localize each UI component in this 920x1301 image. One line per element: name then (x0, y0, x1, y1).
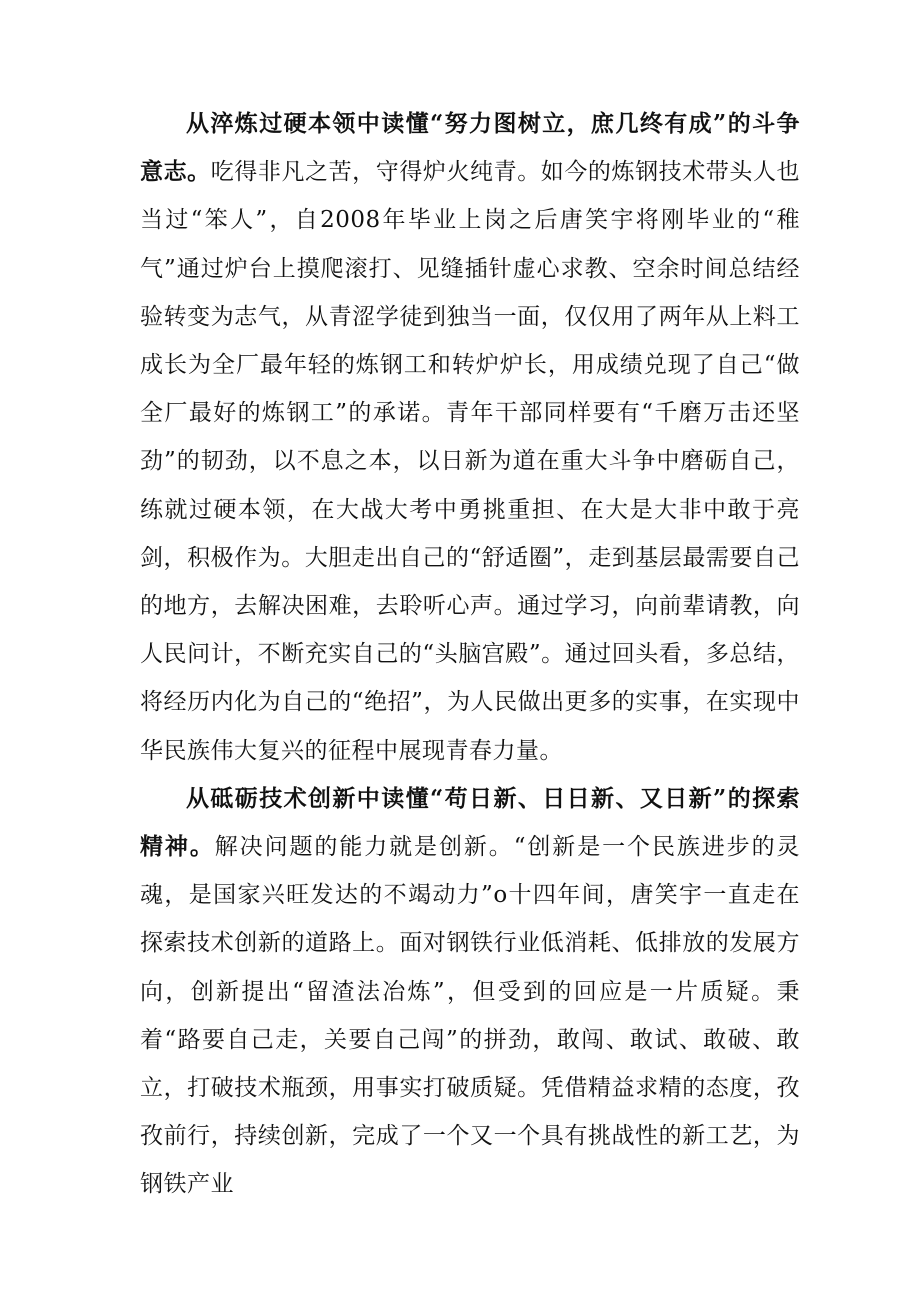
paragraph-1-heading: 从淬炼过硬本领中读懂“努力图树立，庶几终有成”的斗争意志。 (140, 110, 800, 186)
paragraph-2-heading: 从砥砺技术创新中读懂“苟日新、日日新、又日新”的探索精神。 (140, 784, 800, 861)
paragraph-2 (140, 775, 800, 1209)
paragraph-1-body: 吃得非凡之苦，守得炉火纯青。如今的炼钢技术带头人也当过“笨人”，自2008年毕业上岗之后唐笑宇将刚毕业的“稚气”通过炉台上摸爬滚打、见缝插针虚心求教、空余时间总结经验转变为志气，从青涩学徒到独当一面，仅仅用了两年从上料工成长为全厂最年轻的炼钢工和转炉炉长，用成绩兑现了自己“做全厂最好的炼钢工”的承诺。青年干部同样要有“千磨万击还坚劲”的韧劲，以不息之本，以日新为道在重大斗争中磨砺自己，练就过硬本领，在大战大考中勇挑重担、在大是大非中敢于亮剑，积极作为。大胆走出自己的“舒适圈”，走到基层最需要自己的地方，去解决困难，去聆听心声。通过学习，向前辈请教，向人民问计，不断充实自己的“头脑宫殿”。通过回头看，多总结，将经历内化为自己的“绝招”，为人民做出更多的实事，在实现中华民族伟大复兴的征程中展现青春力量。 (140, 159, 801, 764)
paragraph-1 (140, 100, 800, 775)
paragraph-2-body: 解决问题的能力就是创新。“创新是一个民族进步的灵魂，是国家兴旺发达的不竭动力”o十四年间，唐笑宇一直走在探索技术创新的道路上。面对钢铁行业低消耗、低排放的发展方向，创新提出“留渣法冶炼”，但受到的回应是一片质疑。秉着“路要自己走，关要自己闯”的拼劲，敢闯、敢试、敢破、敢立，打破技术瓶颈，用事实打破质疑。凭借精益求精的态度，孜孜前行，持续创新，完成了一个又一个具有挑战性的新工艺，为钢铁产业 (140, 834, 801, 1198)
document-page (140, 100, 800, 1209)
